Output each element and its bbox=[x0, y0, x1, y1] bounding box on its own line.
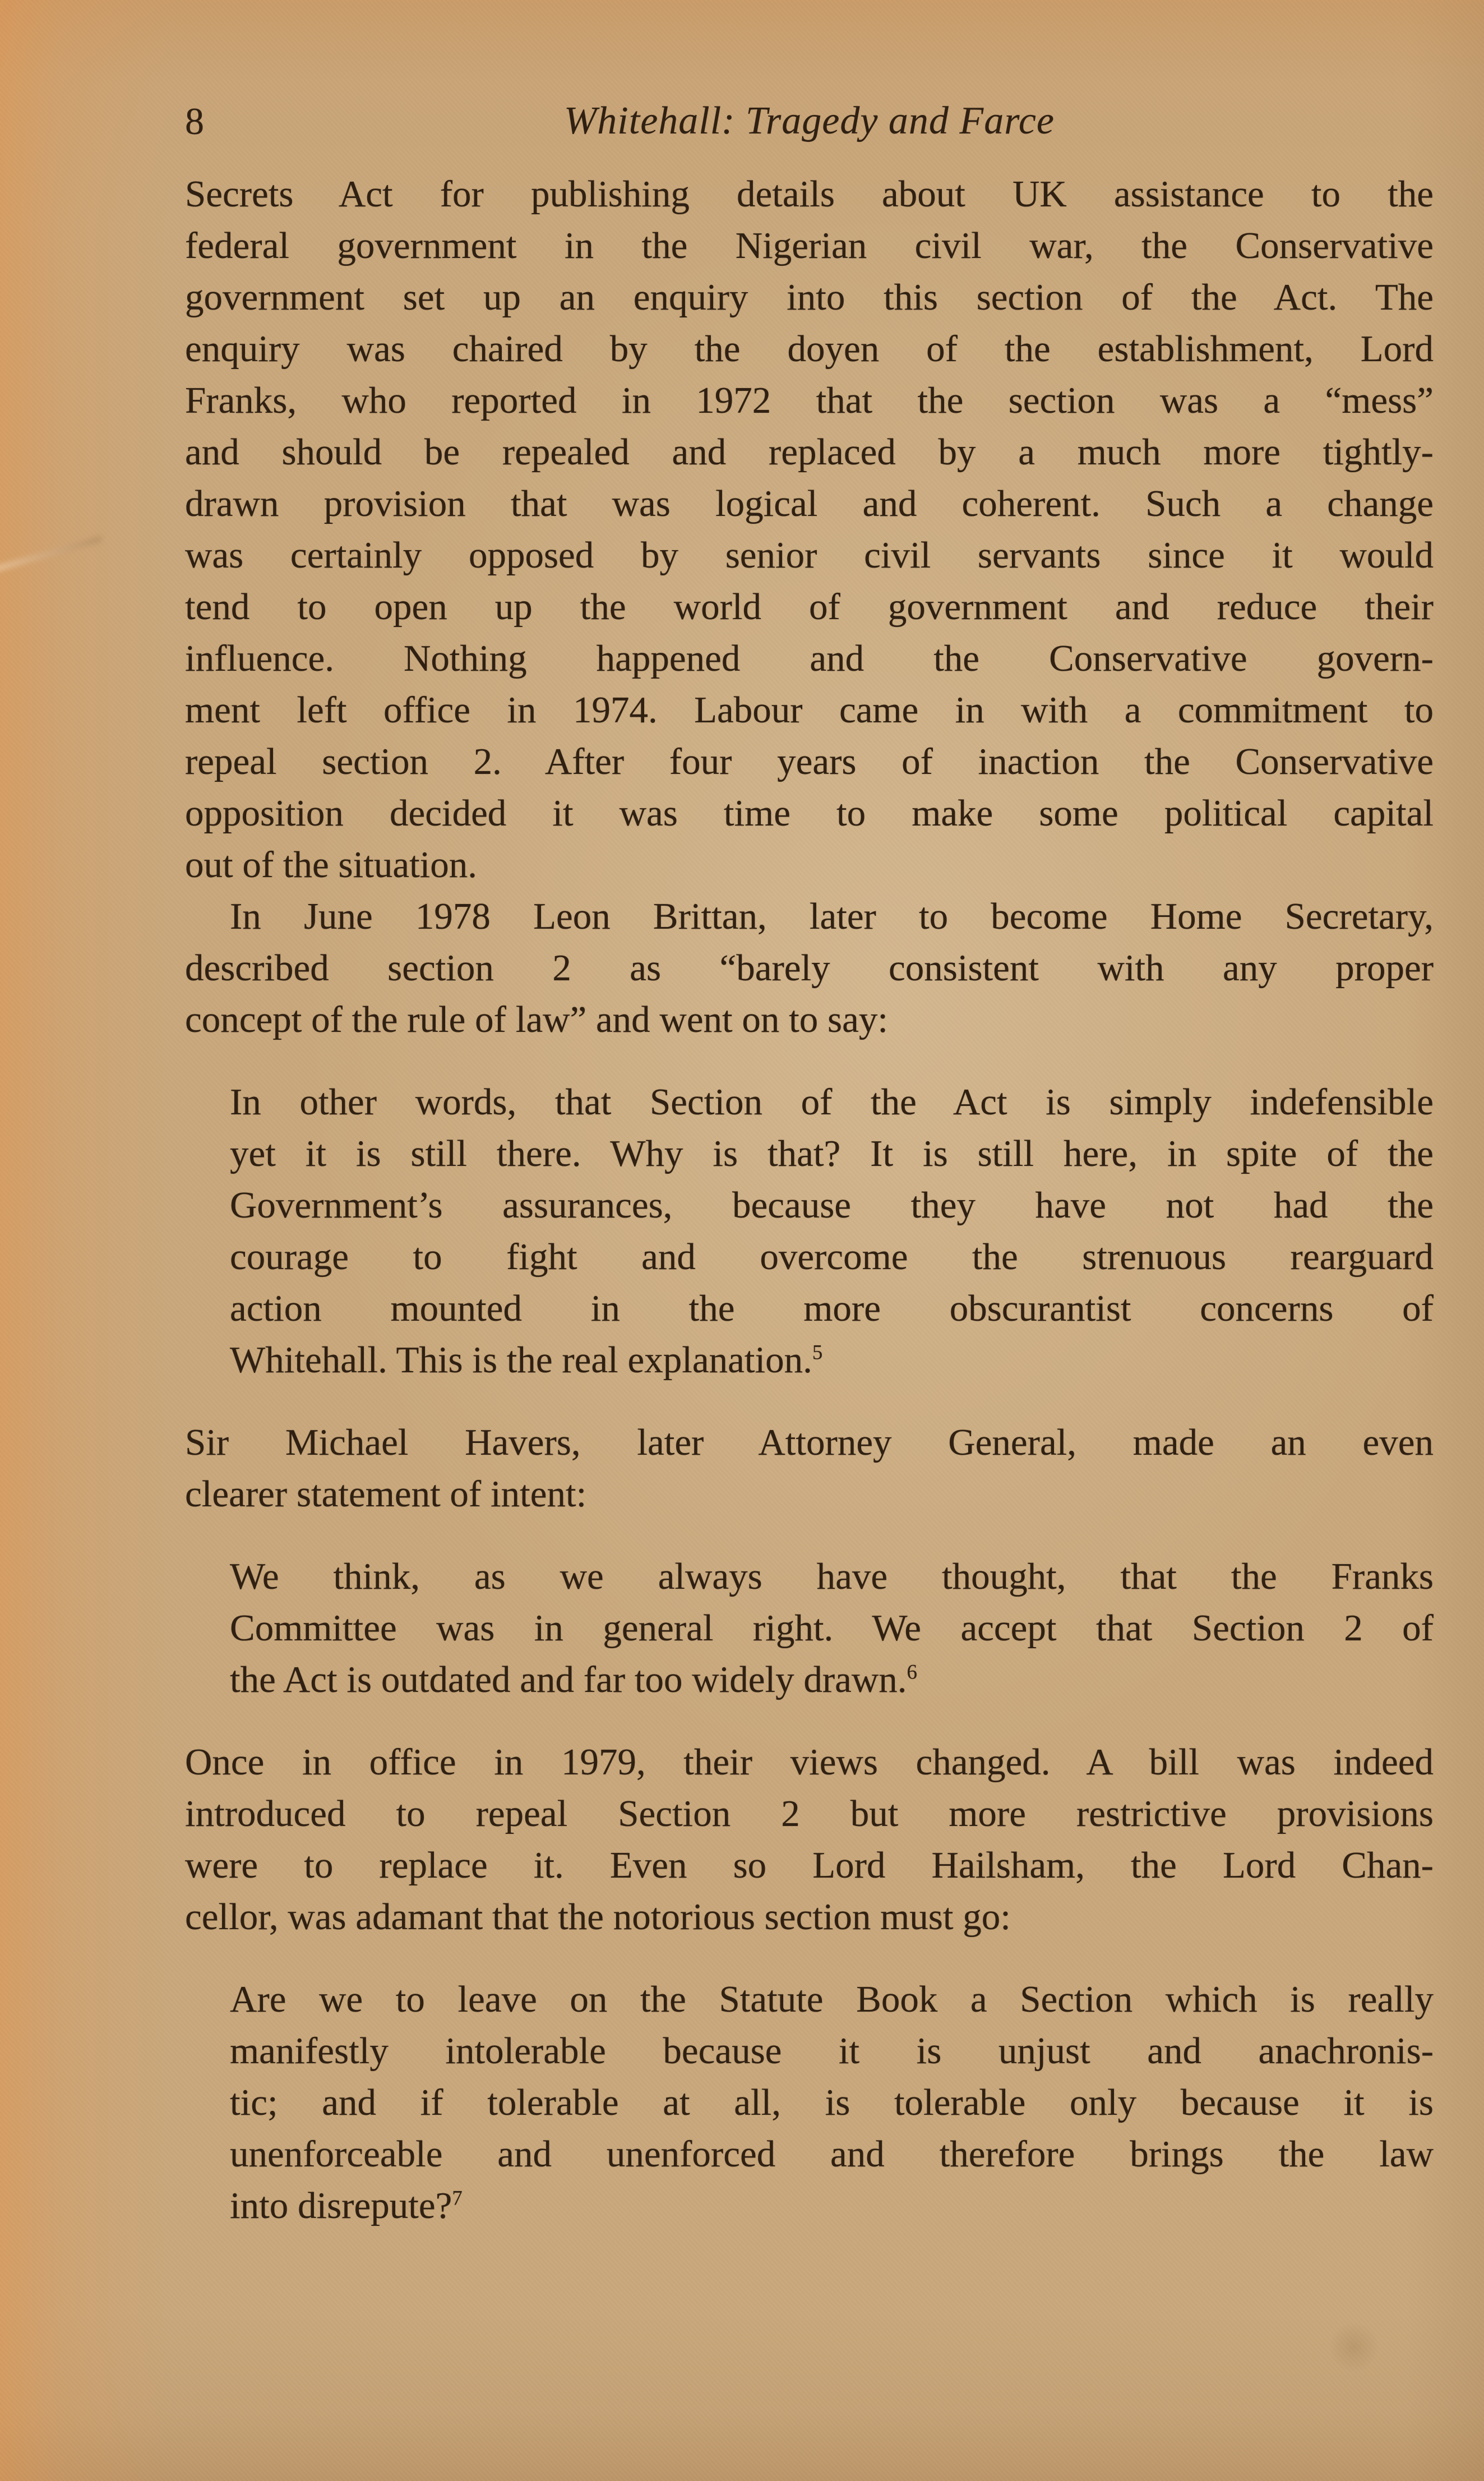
text-line: courage to fight and overcome the strenuous rearguard bbox=[230, 1236, 1434, 1278]
text-line: tic; and if tolerable at all, is tolerable only because it is bbox=[230, 2082, 1434, 2123]
text-line: drawn provision that was logical and coherent. Such a change bbox=[185, 483, 1434, 524]
text-line: Sir Michael Havers, later Attorney General, made an even bbox=[185, 1422, 1434, 1463]
text-line: into disrepute?$^7$ bbox=[230, 2185, 463, 2226]
text-line: concept of the rule of law” and went on to say: bbox=[185, 999, 888, 1040]
footnote-marker: 5 bbox=[812, 1340, 823, 1364]
paragraph bbox=[185, 168, 1434, 891]
text-line: and should be repealed and replaced by a much more tightly- bbox=[185, 431, 1434, 473]
text-line: Secrets Act for publishing details about UK assistance to the bbox=[185, 173, 1434, 215]
text-line: In June 1978 Leon Brittan, later to become Home Secretary, bbox=[230, 896, 1434, 937]
text-line: were to replace it. Even so Lord Hailsham, the Lord Chan- bbox=[185, 1844, 1434, 1886]
page-number: 8 bbox=[185, 100, 205, 142]
text-line: ment left office in 1974. Labour came in with a commitment to bbox=[185, 689, 1434, 731]
text-line: action mounted in the more obscurantist concerns of bbox=[230, 1288, 1434, 1329]
text-line: out of the situation. bbox=[185, 844, 478, 886]
text-line: Whitehall. This is the real explanation.$^5$ bbox=[230, 1339, 823, 1381]
block-quote bbox=[230, 1973, 1434, 2231]
text-line: Are we to leave on the Statute Book a Section which is really bbox=[230, 1979, 1434, 2020]
footnote-marker: 7 bbox=[452, 2186, 463, 2210]
block-quote bbox=[230, 1076, 1434, 1386]
paragraph bbox=[185, 1417, 1434, 1520]
text-line: government set up an enquiry into this section of the Act. The bbox=[185, 276, 1434, 318]
text-line: described section 2 as “barely consistent with any proper bbox=[185, 947, 1434, 989]
text-block bbox=[185, 168, 1434, 2231]
text-line: was certainly opposed by senior civil servants since it would bbox=[185, 534, 1434, 576]
text-line: manifestly intolerable because it is unjust and anachronis- bbox=[230, 2030, 1434, 2072]
text-line: Committee was in general right. We accept that Section 2 of bbox=[230, 1607, 1434, 1649]
paragraph bbox=[185, 891, 1434, 1045]
text-line: Franks, who reported in 1972 that the section was a “mess” bbox=[185, 380, 1434, 421]
text-line: We think, as we always have thought, that the Franks bbox=[230, 1556, 1434, 1597]
text-line: the Act is outdated and far too widely drawn.$^6$ bbox=[230, 1659, 917, 1700]
text-line: unenforceable and unenforced and therefore brings the law bbox=[230, 2133, 1434, 2175]
block-quote bbox=[230, 1551, 1434, 1705]
footnote-marker: 6 bbox=[907, 1660, 917, 1684]
paragraph bbox=[185, 1736, 1434, 1943]
text-line: opposition decided it was time to make some political capital bbox=[185, 792, 1434, 834]
text-line: repeal section 2. After four years of inaction the Conservative bbox=[185, 741, 1434, 782]
page-header-row bbox=[185, 95, 1434, 147]
text-line: introduced to repeal Section 2 but more restrictive provisions bbox=[185, 1793, 1434, 1834]
text-line: Government’s assurances, because they have not had the bbox=[230, 1184, 1434, 1226]
text-line: influence. Nothing happened and the Conservative govern- bbox=[185, 638, 1434, 679]
text-line: In other words, that Section of the Act is simply indefensible bbox=[230, 1081, 1434, 1123]
text-line: tend to open up the world of government and reduce their bbox=[185, 586, 1434, 628]
text-line: clearer statement of intent: bbox=[185, 1473, 587, 1515]
running-header: Whitehall: Tragedy and Farce bbox=[564, 99, 1055, 142]
text-line: yet it is still there. Why is that? It is still here, in spite of the bbox=[230, 1133, 1434, 1174]
text-line: cellor, was adamant that the notorious section must go: bbox=[185, 1896, 1011, 1938]
text-line: Once in office in 1979, their views changed. A bill was indeed bbox=[185, 1741, 1434, 1783]
text-line: enquiry was chaired by the doyen of the establishment, Lord bbox=[185, 328, 1434, 370]
text-line: federal government in the Nigerian civil war, the Conservative bbox=[185, 225, 1434, 266]
